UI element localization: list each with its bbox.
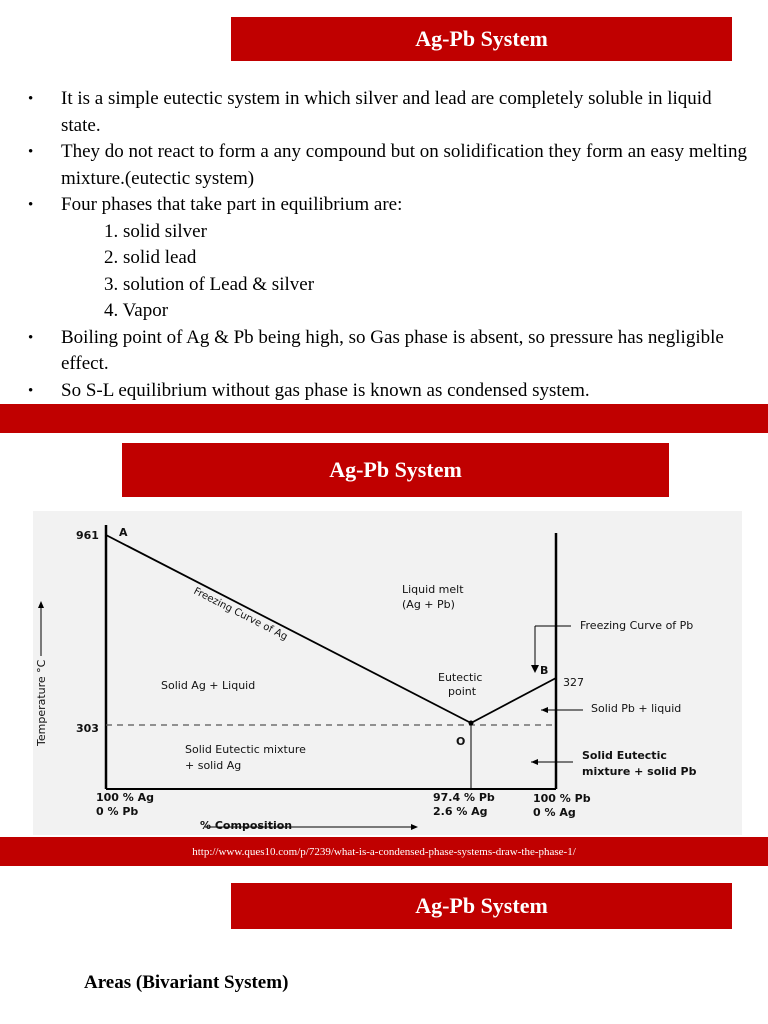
solid-pb-liquid-label: Solid Pb + liquid [591, 702, 682, 715]
bullet-dot-icon: • [28, 329, 34, 346]
slide2-title-banner [122, 443, 669, 497]
bullet-text: They do not react to form a any compound but on solidification they form an easy melting mixture.(eutectic system) [61, 141, 747, 189]
solid-eutectic-ag-label-2: + solid Ag [185, 759, 242, 772]
eutectic-point-marker [469, 721, 474, 726]
freezing-curve-ag-label: Freezing Curve of Ag [191, 585, 290, 643]
slide-divider [0, 404, 768, 433]
arrow-down-icon [531, 665, 539, 673]
eutectic-point-label-2: point [448, 685, 477, 698]
freezing-curve-pb-label: Freezing Curve of Pb [580, 619, 694, 632]
eutectic-point-label-1: Eutectic [438, 671, 483, 684]
slide1-title: Ag-Pb System [415, 26, 548, 51]
point-o-label: O [456, 735, 466, 748]
temp-961-label: 961 [76, 529, 99, 542]
slide1-title-banner [231, 17, 732, 61]
bullet-text: Boiling point of Ag & Pb being high, so Gas phase is absent, so pressure has negligible effect. [61, 326, 724, 374]
right-composition-label-2: 0 % Ag [533, 806, 576, 819]
left-composition-label-2: 0 % Pb [96, 805, 139, 818]
freezing-curve-pb-line [471, 678, 556, 723]
temp-303-label: 303 [76, 722, 99, 735]
left-composition-label-1: 100 % Ag [96, 791, 155, 804]
mid-composition-label-1: 97.4 % Pb [433, 791, 495, 804]
phase-diagram-svg [33, 511, 742, 835]
temp-327-label: 327 [563, 676, 584, 689]
bullet-text: So S-L equilibrium without gas phase is known as condensed system. [61, 379, 590, 401]
liquid-melt-label: Liquid melt [402, 583, 464, 596]
bullet-item [28, 192, 748, 219]
phase-item: 2. solid lead [104, 247, 197, 268]
y-axis-label: Temperature °C [35, 659, 48, 746]
solid-eutectic-pb-label-1: Solid Eutectic [582, 749, 667, 762]
bullet-item [28, 86, 748, 139]
right-composition-label-1: 100 % Pb [533, 792, 591, 805]
bullet-text: Four phases that take part in equilibrium are: [61, 194, 403, 215]
bullet-dot-icon: • [28, 382, 34, 399]
slide3-title: Ag-Pb System [415, 893, 548, 918]
bullet-dot-icon: • [28, 144, 34, 160]
point-a-label: A [119, 526, 128, 539]
arrow-right-icon [411, 824, 418, 830]
arrow-left-icon [541, 707, 548, 713]
x-axis-label: % Composition [200, 819, 293, 832]
solid-ag-liquid-label: Solid Ag + Liquid [161, 679, 256, 692]
bullet-text: It is a simple eutectic system in which silver and lead are completely soluble in liquid state. [61, 88, 712, 136]
bullet-item [28, 378, 748, 405]
phase-item: 3. solution of Lead & silver [104, 273, 315, 295]
bullet-dot-icon: • [28, 91, 34, 107]
solid-eutectic-pb-label-2: mixture + solid Pb [582, 765, 697, 778]
solid-eutectic-ag-label-1: Solid Eutectic mixture [185, 743, 306, 756]
bullet-dot-icon: • [28, 197, 34, 213]
slide2-title: Ag-Pb System [329, 457, 462, 482]
arrow-left-icon [531, 759, 538, 765]
bullet-item [28, 139, 748, 192]
areas-heading: Areas (Bivariant System) [84, 972, 289, 993]
mid-composition-label-2: 2.6 % Ag [433, 805, 488, 818]
freezing-curve-ag-line [106, 535, 471, 723]
slide3-title-banner [231, 883, 732, 929]
slide1-bullet-list [28, 86, 748, 404]
phase-diagram [33, 511, 742, 835]
source-url-bar [0, 837, 768, 866]
source-url-link[interactable]: http://www.ques10.com/p/7239/what-is-a-condensed-phase-systems-draw-the-phase-1/ [192, 845, 576, 858]
phase-item: 1. solid silver [104, 220, 207, 242]
point-b-label: B [540, 664, 549, 677]
arrow-up-icon [38, 601, 44, 608]
phase-item: 4. Vapor [104, 300, 169, 321]
liquid-melt-sub-label: (Ag + Pb) [402, 598, 455, 611]
bullet-item [28, 325, 748, 378]
